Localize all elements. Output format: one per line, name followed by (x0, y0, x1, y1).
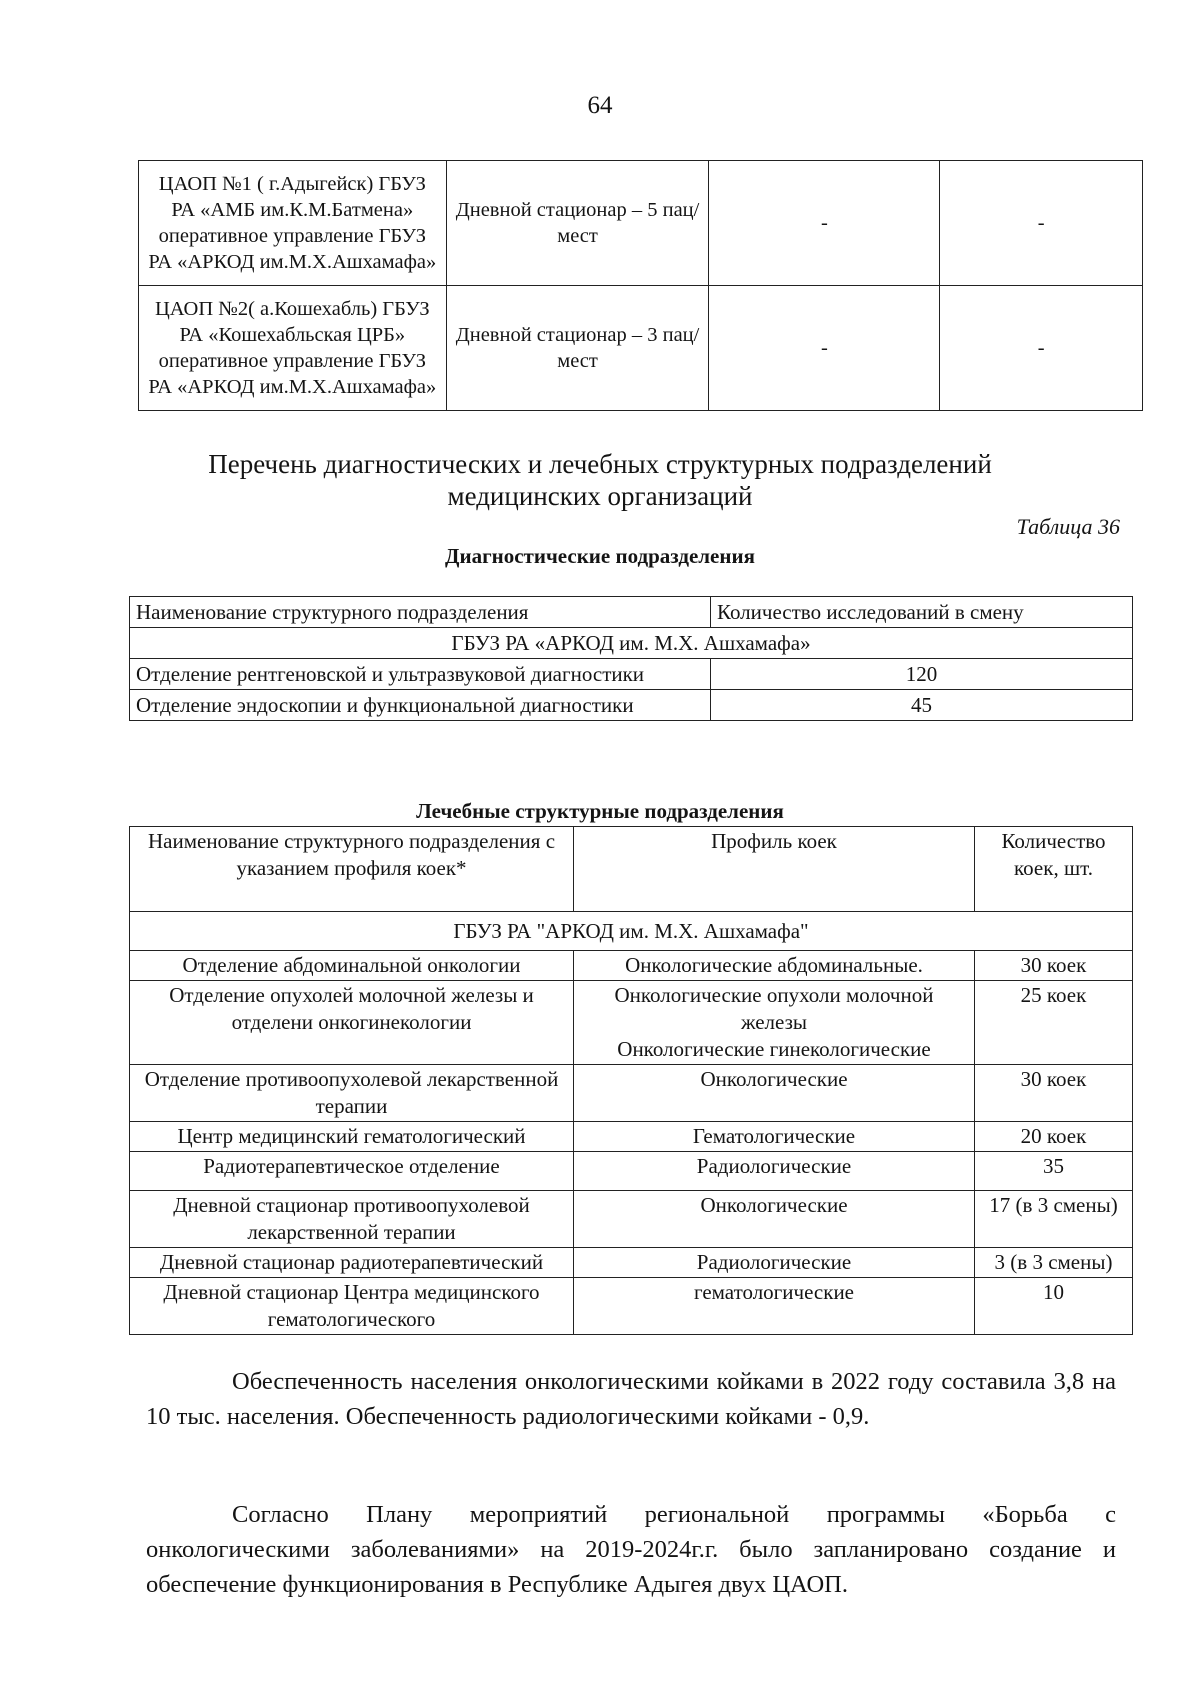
caop-table (138, 160, 1143, 411)
table-row (130, 1152, 1133, 1191)
beds-cell: 20 коек (975, 1122, 1133, 1152)
header-cell: Наименование структурного подразделения с указанием профиля коек* (130, 827, 574, 912)
paragraph: Обеспеченность населения онкологическими койками в 2022 году составила 3,8 на 10 тыс. населения. Обеспеченность радиологическими койками - 0,9. (146, 1368, 1116, 1430)
beds-cell: 17 (в 3 смены) (975, 1191, 1133, 1248)
capacity-cell: Дневной стационар – 5 пац/мест (446, 161, 709, 286)
dept-cell: Дневной стационар противоопухолевой лекарственной терапии (130, 1191, 574, 1248)
profile-cell: Радиологические (574, 1152, 975, 1191)
org-cell: ЦАОП №2( а.Кошехабль) ГБУЗ РА «Кошехабльская ЦРБ» оперативное управление ГБУЗ РА «АРКОД им.М.Х.Ашхамафа» (139, 286, 447, 411)
dept-cell: Дневной стационар Центра медицинского гематологического (130, 1278, 574, 1335)
profile-cell: Онкологические абдоминальные. (574, 951, 975, 981)
table-row (130, 1278, 1133, 1335)
section-title-line: Перечень диагностических и лечебных структурных подразделений (208, 449, 992, 479)
header-cell: Количество исследований в смену (711, 597, 1133, 628)
paragraph: Согласно Плану мероприятий региональной программы «Борьба с онкологическими заболеваниями» на 2019-2024г.г. было запланировано создание и обеспечение функционирования в Республике Адыгея двух ЦАОП. (146, 1501, 1116, 1598)
table-row (130, 628, 1133, 659)
profile-cell: Радиологические (574, 1248, 975, 1278)
dept-cell: Отделение эндоскопии и функциональной диагностики (130, 690, 711, 721)
org-name-cell: ГБУЗ РА «АРКОД им. М.Х. Ашхамафа» (130, 628, 1133, 659)
profile-cell: Онкологические (574, 1065, 975, 1122)
profile-line: Онкологические гинекологические (617, 1037, 931, 1061)
treat-heading: Лечебные структурные подразделения (416, 799, 784, 823)
count-cell: 120 (711, 659, 1133, 690)
beds-cell: 3 (в 3 смены) (975, 1248, 1133, 1278)
header-cell: Наименование структурного подразделения (130, 597, 711, 628)
dept-cell: Отделение абдоминальной онкологии (130, 951, 574, 981)
header-cell: Профиль коек (574, 827, 975, 912)
table-row (130, 690, 1133, 721)
dept-cell: Центр медицинский гематологический (130, 1122, 574, 1152)
table-row (130, 912, 1133, 951)
beds-cell: 30 коек (975, 1065, 1133, 1122)
profile-cell: Гематологические (574, 1122, 975, 1152)
dash-cell: - (940, 161, 1143, 286)
org-name-cell: ГБУЗ РА "АРКОД им. М.Х. Ашхамафа" (130, 912, 1133, 951)
profile-cell (574, 981, 975, 1065)
beds-cell: 25 коек (975, 981, 1133, 1065)
count-cell: 45 (711, 690, 1133, 721)
table-label: Таблица 36 (1016, 514, 1120, 539)
beds-cell: 35 (975, 1152, 1133, 1191)
table-row (130, 981, 1133, 1065)
dept-cell: Радиотерапевтическое отделение (130, 1152, 574, 1191)
table-row (130, 1248, 1133, 1278)
table-row (130, 951, 1133, 981)
table-row (130, 1065, 1133, 1122)
diag-heading: Диагностические подразделения (445, 544, 755, 568)
header-cell: Количество коек, шт. (975, 827, 1133, 912)
dash-cell: - (709, 161, 940, 286)
table-row (130, 1122, 1133, 1152)
section-title (0, 448, 1200, 512)
dept-cell: Дневной стационар радиотерапевтический (130, 1248, 574, 1278)
table-header-row (130, 597, 1133, 628)
treatment-table (129, 826, 1133, 1335)
org-cell: ЦАОП №1 ( г.Адыгейск) ГБУЗ РА «АМБ им.К.М.Батмена» оперативное управление ГБУЗ РА «АРКОД им.М.Х.Ашхамафа» (139, 161, 447, 286)
section-title-line: медицинских организаций (447, 481, 753, 511)
table-row (139, 161, 1143, 286)
page-number: 64 (587, 92, 613, 119)
dept-cell: Отделение опухолей молочной железы и отделени онкогинекологии (130, 981, 574, 1065)
dash-cell: - (709, 286, 940, 411)
beds-cell: 30 коек (975, 951, 1133, 981)
dept-cell: Отделение рентгеновской и ультразвуковой диагностики (130, 659, 711, 690)
profile-cell: Онкологические (574, 1191, 975, 1248)
beds-cell: 10 (975, 1278, 1133, 1335)
profile-line: Онкологические опухоли молочной железы (614, 983, 934, 1034)
table-row (130, 1191, 1133, 1248)
table-row (130, 659, 1133, 690)
profile-cell: гематологические (574, 1278, 975, 1335)
dept-cell: Отделение противоопухолевой лекарственной терапии (130, 1065, 574, 1122)
table-header-row (130, 827, 1133, 912)
capacity-cell: Дневной стационар – 3 пац/мест (446, 286, 709, 411)
dash-cell: - (940, 286, 1143, 411)
diagnostic-table (129, 596, 1133, 721)
table-row (139, 286, 1143, 411)
